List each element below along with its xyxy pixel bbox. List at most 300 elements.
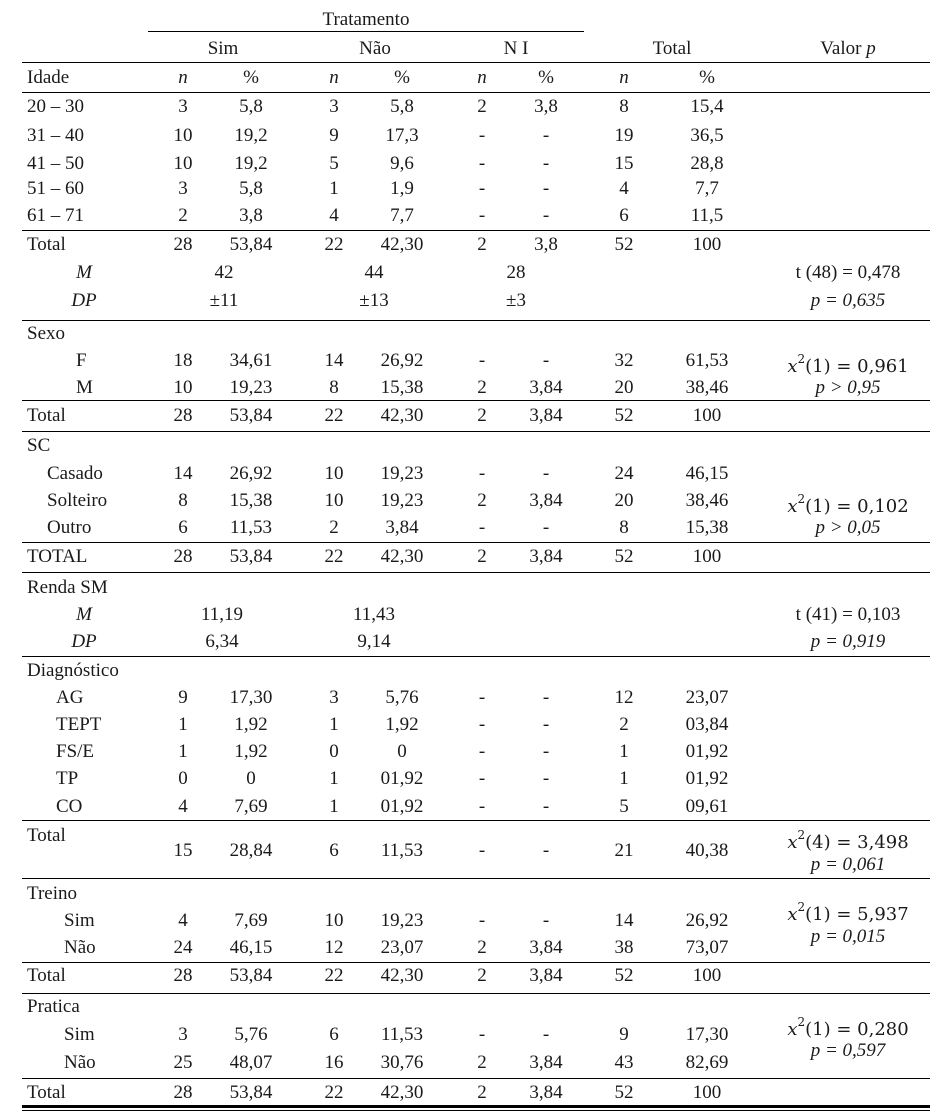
- table-cell: -: [542, 687, 550, 708]
- table-cell: 42,30: [380, 1082, 424, 1103]
- table-cell: 17,30: [685, 1024, 729, 1045]
- table-cell: 53,84: [229, 234, 273, 255]
- table-cell: 10: [324, 490, 344, 511]
- table-cell: 6: [329, 840, 339, 861]
- row-label: 20 – 30: [27, 96, 84, 117]
- row-label: M: [76, 377, 93, 398]
- table-cell: 52: [614, 234, 634, 255]
- table-cell: 38: [614, 937, 634, 958]
- row-label: 31 – 40: [27, 125, 84, 146]
- table-cell: -: [542, 1024, 550, 1045]
- table-cell: 8: [329, 377, 339, 398]
- table-cell: 30,76: [380, 1052, 424, 1073]
- table-cell: 28: [173, 405, 193, 426]
- table-cell: 11,53: [229, 517, 273, 538]
- chi-value: (1) = 0,961: [805, 356, 909, 377]
- table-cell: 2: [178, 205, 188, 226]
- table-cell: 52: [614, 1082, 634, 1103]
- table-cell: -: [542, 768, 550, 789]
- table-cell: -: [542, 714, 550, 735]
- chi-symbol: x: [787, 832, 798, 853]
- table-cell: 1,92: [234, 714, 268, 735]
- section-rule: [22, 572, 930, 573]
- table-cell: -: [478, 910, 486, 931]
- header-pct: %: [394, 67, 410, 88]
- chi-square-stat: [787, 350, 908, 378]
- table-cell: 03,84: [685, 714, 729, 735]
- table-cell: 10: [324, 463, 344, 484]
- sd-sim: 6,34: [205, 631, 239, 652]
- table-cell: 17,3: [385, 125, 419, 146]
- table-cell: 40,38: [685, 840, 729, 861]
- table-cell: 9,6: [390, 153, 414, 174]
- table-cell: 53,84: [229, 1082, 273, 1103]
- table-cell: 4: [619, 178, 629, 199]
- header-n: n: [178, 67, 188, 88]
- table-cell: 3: [178, 178, 188, 199]
- row-label: Não: [64, 937, 96, 958]
- row-label: F: [76, 350, 87, 371]
- table-cell: 38,46: [685, 490, 729, 511]
- chi-exponent: 2: [797, 900, 806, 914]
- table-cell: 01,92: [685, 768, 729, 789]
- table-cell: 100: [692, 234, 722, 255]
- table-cell: 61,53: [685, 350, 729, 371]
- table-cell: 46,15: [685, 463, 729, 484]
- table-cell: 3,84: [529, 377, 563, 398]
- table-cell: -: [478, 840, 486, 861]
- p-value: p > 0,05: [815, 517, 881, 538]
- table-cell: 19,2: [234, 153, 268, 174]
- table-cell: 42,30: [380, 405, 424, 426]
- table-cell: 20: [614, 377, 634, 398]
- table-cell: 3: [178, 96, 188, 117]
- table-cell: -: [478, 796, 486, 817]
- row-label: Casado: [47, 463, 103, 484]
- section-rule: [22, 962, 930, 963]
- t-test-stat: t (48) = 0,478: [795, 262, 901, 283]
- table-cell: 01,92: [380, 796, 424, 817]
- table-cell: 3: [329, 96, 339, 117]
- p-value: p = 0,635: [810, 290, 886, 311]
- table-cell: 26,92: [380, 350, 424, 371]
- mean-sim: 42: [214, 262, 234, 283]
- p-value: p = 0,061: [810, 854, 886, 875]
- chi-symbol: x: [787, 904, 798, 925]
- table-cell: -: [478, 205, 486, 226]
- table-cell: 0: [178, 768, 188, 789]
- table-cell: -: [478, 463, 486, 484]
- row-label: Total: [27, 405, 66, 426]
- table-cell: 38,46: [685, 377, 729, 398]
- table-cell: 25: [173, 1052, 193, 1073]
- table-cell: 9: [619, 1024, 629, 1045]
- table-cell: 1: [329, 796, 339, 817]
- table-cell: -: [542, 517, 550, 538]
- table-cell: 3,84: [529, 405, 563, 426]
- chi-exponent: 2: [797, 492, 806, 506]
- table-cell: 1: [329, 714, 339, 735]
- table-cell: -: [478, 741, 486, 762]
- table-cell: 19: [614, 125, 634, 146]
- table-cell: 3,84: [529, 490, 563, 511]
- table-cell: 10: [173, 153, 193, 174]
- table-cell: -: [542, 153, 550, 174]
- table-cell: 52: [614, 965, 634, 986]
- table-cell: -: [478, 714, 486, 735]
- row-label: Sim: [64, 910, 95, 931]
- table-cell: 5,8: [239, 96, 263, 117]
- table-cell: 2: [619, 714, 629, 735]
- valor-p-letter: p: [866, 38, 876, 59]
- table-cell: 01,92: [380, 768, 424, 789]
- row-label: Treino: [27, 883, 77, 904]
- header-n: n: [329, 67, 339, 88]
- table-cell: -: [542, 796, 550, 817]
- header-group-nao: Não: [359, 38, 391, 59]
- table-cell: 53,84: [229, 405, 273, 426]
- table-cell: 11,5: [690, 205, 724, 226]
- row-label: Total: [27, 825, 66, 846]
- table-cell: 100: [692, 405, 722, 426]
- table-cell: 3: [178, 1024, 188, 1045]
- chi-value: (1) = 5,937: [805, 904, 909, 925]
- table-cell: 4: [178, 910, 188, 931]
- table-cell: 4: [329, 205, 339, 226]
- row-label: TEPT: [56, 714, 102, 735]
- mean-sim: 11,19: [200, 604, 244, 625]
- table-cell: 24: [614, 463, 634, 484]
- row-label: Total: [27, 1082, 66, 1103]
- table-cell: 22: [324, 965, 344, 986]
- chi-exponent: 2: [797, 828, 806, 842]
- row-label: AG: [56, 687, 84, 708]
- p-value: p = 0,015: [810, 926, 886, 947]
- row-label: 51 – 60: [27, 178, 84, 199]
- subheader-rule: [22, 92, 930, 93]
- header-pct: %: [538, 67, 554, 88]
- chi-symbol: x: [787, 496, 798, 517]
- mean-nao: 44: [364, 262, 384, 283]
- table-cell: 21: [614, 840, 634, 861]
- table-cell: 15: [173, 840, 193, 861]
- table-cell: 28,84: [229, 840, 273, 861]
- table-cell: 23,07: [380, 937, 424, 958]
- table-cell: 10: [324, 910, 344, 931]
- table-cell: 3,84: [529, 1082, 563, 1103]
- table-cell: 1: [329, 768, 339, 789]
- table-cell: 48,07: [229, 1052, 273, 1073]
- table-cell: 1,92: [234, 741, 268, 762]
- p-value: p = 0,597: [810, 1040, 886, 1061]
- table-cell: 7,69: [234, 796, 268, 817]
- table-cell: 3,84: [529, 937, 563, 958]
- section-rule: [22, 230, 930, 231]
- table-cell: 43: [614, 1052, 634, 1073]
- t-test-stat: t (41) = 0,103: [795, 604, 901, 625]
- header-valor-p: [820, 38, 875, 60]
- table-cell: 15: [614, 153, 634, 174]
- table-cell: 1,92: [385, 714, 419, 735]
- table-cell: 14: [173, 463, 193, 484]
- table-cell: 100: [692, 1082, 722, 1103]
- sd-sim: ±11: [209, 290, 239, 311]
- table-cell: 01,92: [685, 741, 729, 762]
- section-rule: [22, 993, 930, 994]
- table-cell: 5,76: [234, 1024, 268, 1045]
- table-cell: 32: [614, 350, 634, 371]
- header-n: n: [477, 67, 487, 88]
- table-cell: 5: [619, 796, 629, 817]
- section-rule: [22, 431, 930, 432]
- table-cell: 9: [178, 687, 188, 708]
- table-cell: 11,53: [380, 1024, 424, 1045]
- section-rule: [22, 542, 930, 543]
- table-cell: 100: [692, 965, 722, 986]
- table-cell: 24: [173, 937, 193, 958]
- chi-value: (4) = 3,498: [805, 832, 909, 853]
- table-cell: 2: [477, 1052, 487, 1073]
- section-rule: [22, 878, 930, 879]
- table-cell: 15,38: [380, 377, 424, 398]
- chi-square-stat: [787, 826, 908, 854]
- table-cell: -: [478, 1024, 486, 1045]
- table-cell: 22: [324, 234, 344, 255]
- table-cell: 20: [614, 490, 634, 511]
- section-rule: [22, 400, 930, 401]
- table-cell: 1: [178, 741, 188, 762]
- table-cell: 53,84: [229, 965, 273, 986]
- table-cell: 10: [173, 377, 193, 398]
- table-cell: 2: [477, 234, 487, 255]
- table-cell: 3,8: [239, 205, 263, 226]
- table-cell: 22: [324, 405, 344, 426]
- table-cell: 12: [614, 687, 634, 708]
- row-label: SC: [27, 435, 51, 456]
- table-cell: 19,23: [380, 910, 424, 931]
- table-cell: 19,2: [234, 125, 268, 146]
- section-rule: [22, 656, 930, 657]
- table-cell: -: [478, 517, 486, 538]
- table-cell: 8: [619, 517, 629, 538]
- header-rule: [22, 62, 930, 63]
- table-cell: 8: [178, 490, 188, 511]
- table-cell: 2: [477, 490, 487, 511]
- table-cell: 10: [173, 125, 193, 146]
- table-cell: 28,8: [690, 153, 724, 174]
- table-cell: 2: [477, 377, 487, 398]
- bottom-rule-thin: [22, 1110, 930, 1111]
- row-label: 41 – 50: [27, 153, 84, 174]
- row-label-dp: DP: [71, 631, 97, 652]
- table-cell: 2: [477, 405, 487, 426]
- chi-symbol: x: [787, 356, 798, 377]
- row-label: 61 – 71: [27, 205, 84, 226]
- table-cell: -: [478, 153, 486, 174]
- table-cell: 2: [329, 517, 339, 538]
- section-rule: [22, 820, 930, 821]
- table-cell: -: [542, 741, 550, 762]
- table-cell: 42,30: [380, 965, 424, 986]
- table-cell: 1: [619, 768, 629, 789]
- table-cell: -: [542, 125, 550, 146]
- table-cell: 1: [619, 741, 629, 762]
- header-group-ni: N I: [503, 38, 529, 59]
- section-rule: [22, 1078, 930, 1079]
- table-cell: 5,8: [239, 178, 263, 199]
- table-cell: 28: [173, 1082, 193, 1103]
- table-cell: 8: [619, 96, 629, 117]
- table-cell: -: [542, 205, 550, 226]
- table-cell: 1: [329, 178, 339, 199]
- table-cell: 52: [614, 546, 634, 567]
- row-label-m: M: [76, 604, 92, 625]
- table-cell: 23,07: [685, 687, 729, 708]
- chi-symbol: x: [787, 1019, 798, 1040]
- table-cell: -: [478, 178, 486, 199]
- table-cell: 42,30: [380, 234, 424, 255]
- table-cell: -: [542, 910, 550, 931]
- sd-ni: ±3: [506, 290, 526, 311]
- chi-value: (1) = 0,280: [805, 1019, 909, 1040]
- table-cell: -: [478, 687, 486, 708]
- table-cell: 3,84: [385, 517, 419, 538]
- row-label: Pratica: [27, 996, 80, 1017]
- row-label: CO: [56, 796, 83, 817]
- table-cell: 1: [178, 714, 188, 735]
- table-cell: 15,38: [229, 490, 273, 511]
- table-cell: 2: [477, 1082, 487, 1103]
- table-cell: 19,23: [229, 377, 273, 398]
- section-rule: [22, 320, 930, 321]
- table-cell: 7,7: [390, 205, 414, 226]
- table-cell: 3,84: [529, 965, 563, 986]
- chi-exponent: 2: [797, 1015, 806, 1029]
- header-n: n: [619, 67, 629, 88]
- table-cell: 22: [324, 546, 344, 567]
- table-cell: 3,8: [534, 234, 558, 255]
- sd-nao: ±13: [359, 290, 389, 311]
- table-cell: 18: [173, 350, 193, 371]
- row-label: Sim: [64, 1024, 95, 1045]
- table-cell: 2: [477, 937, 487, 958]
- sd-nao: 9,14: [357, 631, 391, 652]
- table-cell: -: [542, 350, 550, 371]
- table-cell: 3,84: [529, 546, 563, 567]
- table-cell: 16: [324, 1052, 344, 1073]
- row-label: TP: [56, 768, 79, 789]
- table-cell: 3,8: [534, 96, 558, 117]
- header-pct: %: [699, 67, 715, 88]
- table-cell: 26,92: [229, 463, 273, 484]
- valor-label: Valor: [820, 38, 867, 59]
- p-value: p > 0,95: [815, 377, 881, 398]
- table-cell: 36,5: [690, 125, 724, 146]
- row-label: Não: [64, 1052, 96, 1073]
- table-cell: 28: [173, 234, 193, 255]
- table-cell: 11,53: [380, 840, 424, 861]
- table-cell: 28: [173, 546, 193, 567]
- bottom-rule: [22, 1105, 930, 1108]
- table-cell: 6: [178, 517, 188, 538]
- table-cell: -: [478, 768, 486, 789]
- table-cell: 52: [614, 405, 634, 426]
- table-cell: 9: [329, 125, 339, 146]
- chi-square-stat: [787, 898, 908, 926]
- table-cell: 46,15: [229, 937, 273, 958]
- table-cell: 34,61: [229, 350, 273, 371]
- mean-nao: 11,43: [352, 604, 396, 625]
- header-tratamento: Tratamento: [322, 9, 410, 30]
- header-total: Total: [652, 38, 692, 59]
- table-cell: 12: [324, 937, 344, 958]
- table-cell: 53,84: [229, 546, 273, 567]
- row-label: Total: [27, 965, 66, 986]
- table-cell: 42,30: [380, 546, 424, 567]
- chi-square-stat: [787, 1013, 908, 1041]
- row-label-m: M: [76, 262, 92, 283]
- table-cell: 19,23: [380, 490, 424, 511]
- table-cell: 28: [173, 965, 193, 986]
- table-cell: 15,4: [690, 96, 724, 117]
- table-cell: 7,69: [234, 910, 268, 931]
- header-group-sim: Sim: [207, 38, 239, 59]
- row-label: Diagnóstico: [27, 660, 119, 681]
- tratamento-rule: [148, 31, 584, 32]
- table-cell: 17,30: [229, 687, 273, 708]
- table-cell: 5,76: [385, 687, 419, 708]
- table-cell: 15,38: [685, 517, 729, 538]
- table-cell: -: [542, 463, 550, 484]
- row-label: Outro: [47, 517, 92, 538]
- p-value: p = 0,919: [810, 631, 886, 652]
- row-label: Sexo: [27, 323, 65, 344]
- table-cell: -: [478, 125, 486, 146]
- row-label: Renda SM: [27, 577, 108, 598]
- table-cell: 22: [324, 1082, 344, 1103]
- table-cell: 100: [692, 546, 722, 567]
- table-cell: -: [542, 840, 550, 861]
- table-cell: 2: [477, 965, 487, 986]
- table-cell: 3: [329, 687, 339, 708]
- table-cell: 3,84: [529, 1052, 563, 1073]
- table-cell: -: [478, 350, 486, 371]
- row-label-dp: DP: [71, 290, 97, 311]
- table-cell: 2: [477, 546, 487, 567]
- mean-ni: 28: [506, 262, 526, 283]
- table-cell: 5: [329, 153, 339, 174]
- table-cell: 14: [324, 350, 344, 371]
- table-cell: 0: [397, 741, 407, 762]
- table-cell: 26,92: [685, 910, 729, 931]
- table-cell: 2: [477, 96, 487, 117]
- table-cell: -: [542, 178, 550, 199]
- table-cell: 14: [614, 910, 634, 931]
- chi-value: (1) = 0,102: [805, 496, 909, 517]
- chi-square-stat: [787, 490, 908, 518]
- table-cell: 73,07: [685, 937, 729, 958]
- table-cell: 0: [246, 768, 256, 789]
- table-cell: 1,9: [390, 178, 414, 199]
- row-label: Total: [27, 234, 66, 255]
- header-idade: Idade: [27, 67, 70, 88]
- table-cell: 5,8: [390, 96, 414, 117]
- table-cell: 19,23: [380, 463, 424, 484]
- table-cell: 6: [619, 205, 629, 226]
- row-label: TOTAL: [27, 546, 88, 567]
- header-pct: %: [243, 67, 259, 88]
- table-cell: 6: [329, 1024, 339, 1045]
